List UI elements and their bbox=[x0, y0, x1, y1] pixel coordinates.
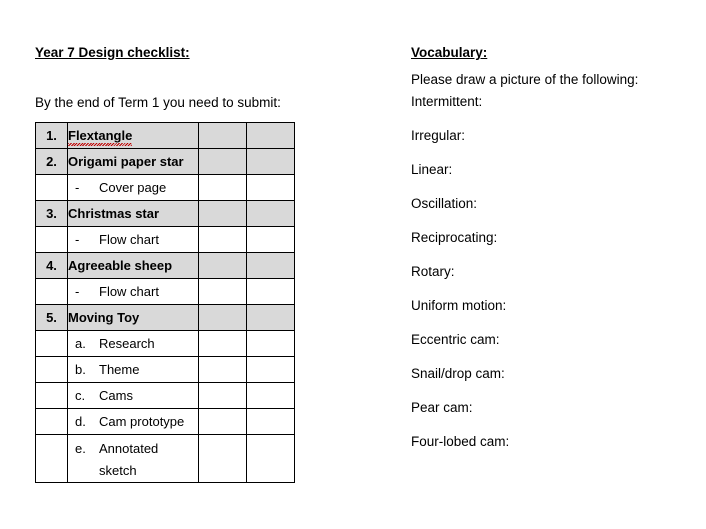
table-row bbox=[36, 279, 295, 305]
checkbox-cell-a[interactable] bbox=[199, 279, 247, 305]
sub-item-marker: - bbox=[75, 180, 80, 195]
table-row bbox=[36, 227, 295, 253]
list-item: Eccentric cam: bbox=[411, 332, 500, 347]
row-task bbox=[68, 357, 199, 383]
checkbox-cell-a[interactable] bbox=[199, 227, 247, 253]
checkbox-cell-b[interactable] bbox=[247, 435, 295, 483]
row-task bbox=[68, 383, 199, 409]
checkbox-cell-a[interactable] bbox=[199, 409, 247, 435]
row-number-empty bbox=[36, 279, 68, 305]
table-row bbox=[36, 175, 295, 201]
list-item: Snail/drop cam: bbox=[411, 366, 505, 381]
sub-item-label: Flow chart bbox=[99, 232, 159, 247]
checkbox-cell-b[interactable] bbox=[247, 383, 295, 409]
row-number-empty bbox=[36, 227, 68, 253]
checkbox-cell-b[interactable] bbox=[247, 149, 295, 175]
page-title: Year 7 Design checklist: bbox=[35, 45, 190, 60]
checkbox-cell-a[interactable] bbox=[199, 123, 247, 149]
row-task bbox=[68, 227, 199, 253]
checkbox-cell-b[interactable] bbox=[247, 253, 295, 279]
row-number: 5. bbox=[36, 305, 68, 331]
sub-item-label: Theme bbox=[99, 362, 140, 377]
sub-item-marker: e. bbox=[75, 440, 86, 456]
row-task bbox=[68, 331, 199, 357]
sub-item-label-line2: sketch bbox=[99, 462, 137, 478]
list-item: Intermittent: bbox=[411, 94, 483, 109]
sub-item-label: Annotated bbox=[99, 440, 159, 456]
sub-item-marker: b. bbox=[75, 362, 86, 377]
row-number: 2. bbox=[36, 149, 68, 175]
row-task bbox=[68, 409, 199, 435]
vocabulary-title: Vocabulary: bbox=[411, 45, 488, 60]
sub-item-label: Cam prototype bbox=[99, 414, 185, 429]
table-row bbox=[36, 331, 295, 357]
table-row bbox=[36, 305, 295, 331]
sub-item-marker: c. bbox=[75, 388, 86, 403]
checkbox-cell-b[interactable] bbox=[247, 201, 295, 227]
checklist-column bbox=[35, 44, 335, 483]
row-number: 1. bbox=[36, 123, 68, 149]
list-item: Rotary: bbox=[411, 264, 455, 279]
row-task bbox=[68, 175, 199, 201]
sub-item-label: Cams bbox=[99, 388, 133, 403]
table-row bbox=[36, 409, 295, 435]
misspelled-word: Flextangle bbox=[68, 128, 133, 143]
vocabulary-column bbox=[411, 44, 691, 451]
table-row bbox=[36, 383, 295, 409]
row-number-empty bbox=[36, 409, 68, 435]
row-number-empty bbox=[36, 435, 68, 483]
sub-item-label: Flow chart bbox=[99, 284, 159, 299]
row-task bbox=[68, 279, 199, 305]
checklist-table bbox=[35, 122, 295, 483]
checkbox-cell-a[interactable] bbox=[199, 149, 247, 175]
table-row bbox=[36, 435, 295, 483]
checkbox-cell-b[interactable] bbox=[247, 409, 295, 435]
row-number: 4. bbox=[36, 253, 68, 279]
list-item: Reciprocating: bbox=[411, 230, 498, 245]
list-item: Linear: bbox=[411, 162, 453, 177]
row-task bbox=[68, 435, 199, 483]
row-number-empty bbox=[36, 383, 68, 409]
checkbox-cell-b[interactable] bbox=[247, 175, 295, 201]
checklist-intro-text: By the end of Term 1 you need to submit: bbox=[35, 95, 281, 110]
checkbox-cell-a[interactable] bbox=[199, 383, 247, 409]
checkbox-cell-b[interactable] bbox=[247, 279, 295, 305]
checkbox-cell-b[interactable] bbox=[247, 357, 295, 383]
list-item: Irregular: bbox=[411, 128, 466, 143]
checkbox-cell-b[interactable] bbox=[247, 227, 295, 253]
sub-item-marker: a. bbox=[75, 336, 86, 351]
checkbox-cell-a[interactable] bbox=[199, 357, 247, 383]
list-item: Four-lobed cam: bbox=[411, 434, 510, 449]
table-row bbox=[36, 149, 295, 175]
list-item: Pear cam: bbox=[411, 400, 473, 415]
checklist-table-body bbox=[36, 123, 295, 483]
checkbox-cell-b[interactable] bbox=[247, 123, 295, 149]
sub-item-marker: - bbox=[75, 232, 80, 247]
checkbox-cell-a[interactable] bbox=[199, 305, 247, 331]
sub-item-label: Research bbox=[99, 336, 155, 351]
list-item: Oscillation: bbox=[411, 196, 478, 211]
sub-item-label: Cover page bbox=[99, 180, 167, 195]
checkbox-cell-b[interactable] bbox=[247, 305, 295, 331]
checkbox-cell-a[interactable] bbox=[199, 175, 247, 201]
row-number-empty bbox=[36, 331, 68, 357]
row-task: Moving Toy bbox=[68, 305, 199, 331]
vocabulary-list bbox=[411, 93, 691, 451]
table-row bbox=[36, 253, 295, 279]
row-number-empty bbox=[36, 175, 68, 201]
row-number-empty bbox=[36, 357, 68, 383]
row-task bbox=[68, 123, 199, 149]
checkbox-cell-b[interactable] bbox=[247, 331, 295, 357]
list-item: Uniform motion: bbox=[411, 298, 507, 313]
row-number: 3. bbox=[36, 201, 68, 227]
sub-item-marker: d. bbox=[75, 414, 86, 429]
checkbox-cell-a[interactable] bbox=[199, 201, 247, 227]
table-row bbox=[36, 201, 295, 227]
checkbox-cell-a[interactable] bbox=[199, 435, 247, 483]
table-row bbox=[36, 123, 295, 149]
row-task: Agreeable sheep bbox=[68, 253, 199, 279]
sub-item-marker: - bbox=[75, 284, 80, 299]
table-row bbox=[36, 357, 295, 383]
vocabulary-instruction: Please draw a picture of the following: bbox=[411, 72, 639, 87]
checkbox-cell-a[interactable] bbox=[199, 253, 247, 279]
row-task: Origami paper star bbox=[68, 149, 199, 175]
checkbox-cell-a[interactable] bbox=[199, 331, 247, 357]
row-task: Christmas star bbox=[68, 201, 199, 227]
